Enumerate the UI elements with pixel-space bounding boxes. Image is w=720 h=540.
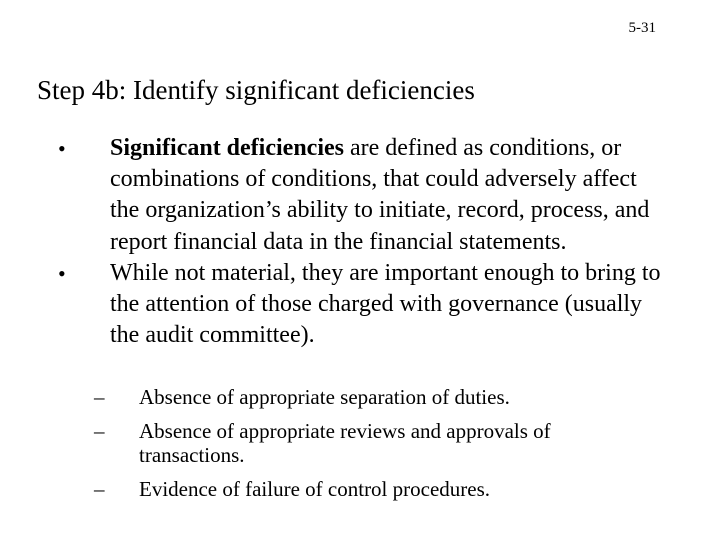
sub-bullet-item bbox=[0, 419, 720, 468]
sub-bullet-list bbox=[0, 385, 720, 510]
sub-bullet-marker: – bbox=[94, 418, 105, 443]
bullet-body: While not material, they are important enough to bring to the attention of those charged with governance (usually the audit committee). bbox=[110, 259, 661, 349]
bullet-marker: • bbox=[58, 260, 66, 286]
bullet-marker: • bbox=[58, 136, 66, 161]
bullet-item bbox=[0, 258, 720, 352]
slide-title: Step 4b: Identify significant deficiencies bbox=[37, 75, 475, 105]
sub-bullet-item bbox=[0, 477, 720, 502]
bullet-term: Significant deficiencies bbox=[110, 135, 350, 161]
bullet-list bbox=[0, 133, 720, 351]
sub-bullet-text: Absence of appropriate reviews and approvals of transactions. bbox=[139, 418, 551, 467]
bullet-text bbox=[110, 133, 670, 258]
bullet-item bbox=[0, 133, 720, 258]
sub-bullet-marker: – bbox=[94, 476, 105, 501]
sub-bullet-text: Evidence of failure of control procedures. bbox=[139, 476, 491, 501]
bullet-body: are defined as conditions, or combinations of conditions, that could adversely affect the organization’s ability to initiate, record, process, and report financial data in the financial statements. bbox=[110, 135, 650, 255]
sub-bullet-item bbox=[0, 385, 720, 410]
sub-bullet-marker: – bbox=[94, 385, 105, 409]
sub-bullet-text: Absence of appropriate separation of duties. bbox=[139, 385, 510, 409]
bullet-text bbox=[110, 258, 670, 352]
slide-number: 5-31 bbox=[628, 20, 656, 36]
